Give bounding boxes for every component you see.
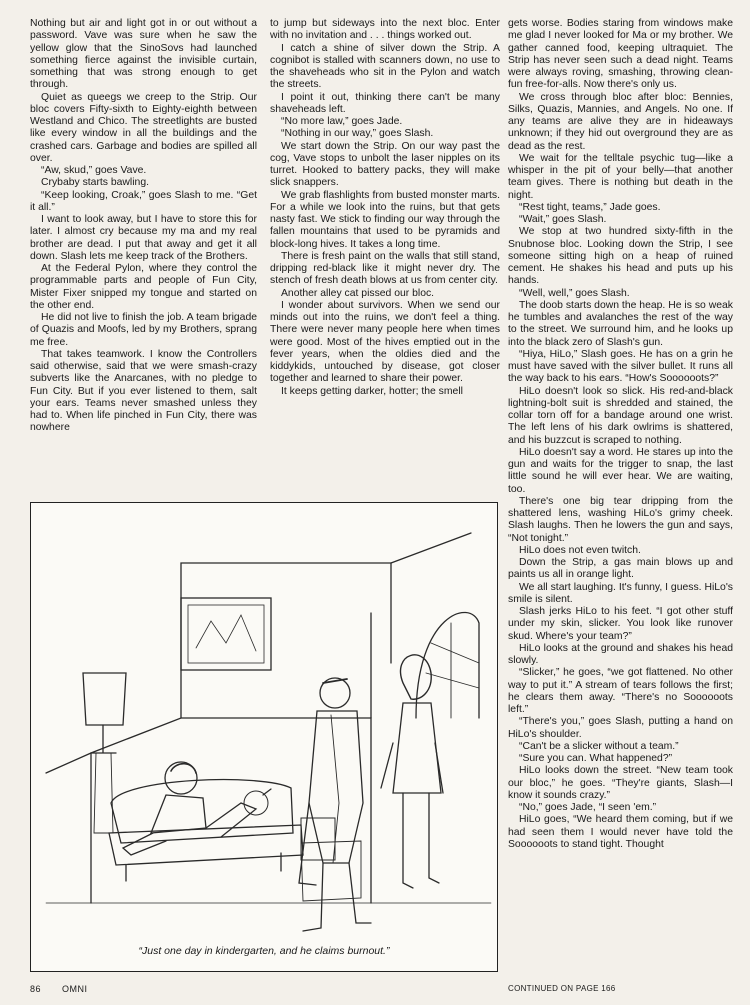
paragraph: Quiet as queegs we creep to the Strip. Our bloc covers Fifty-sixth to Eighty-eighth between Westland and Chico. The streetlights are busted like every window in all the buildings and the crashed cars. Garbage and bodies are spilled all over. (30, 91, 257, 164)
paragraph: HiLo goes, “We heard them coming, but if we had seen them I would never have told the Soooooots to stand tight. Thought (508, 814, 733, 850)
paragraph: “Rest tight, teams,” Jade goes. (519, 201, 661, 213)
article-column-1 (30, 18, 257, 498)
paragraph: We wait for the telltale psychic tug—like a whisper in the pit of your belly—that another team gives. There is nothing but death in the night. (508, 152, 733, 201)
paragraph: The doob starts down the heap. He is so weak he tumbles and avalanches the rest of the way to the street. We surround him, and he looks up into the black zero of Slash's gun. (508, 299, 733, 348)
paragraph: We cross through bloc after bloc: Bennies, Silks, Quazis, Mannies, and Angels. No one. If any teams are alive they are in hideaways unknown; if they hid out overground they are as dead as the rest. (508, 91, 733, 152)
cartoon-drawing (31, 503, 497, 971)
paragraph: HiLo doesn't look so slick. His red-and-black lightning-bolt suit is shredded and stained, the collar torn off for a bandage around one wrist. The left lens of his dark owlrims is shattered, and his buzzcut is scraped to nothing. (508, 385, 733, 446)
paragraph: “Can't be a slicker without a team.” (519, 740, 679, 752)
paragraph: “Well, well,” goes Slash. (519, 287, 630, 299)
paragraph: “Wait,” goes Slash. (519, 214, 607, 225)
paragraph: He did not live to finish the job. A team brigade of Quazis and Moofs, led by my Brothers, sprang me free. (30, 312, 257, 348)
paragraph: I want to look away, but I have to store this for later. I almost cry because my ma and my real brother are dead. I put that away and get it all down. Slash lets me keep track of the Brothers. (30, 214, 257, 262)
paragraph: Nothing but air and light got in or out without a password. Vave was sure when he saw the yellow glow that the SinoSovs had launched something fierce against the invisible curtain, something that was strong enough to get through. (30, 18, 257, 91)
paragraph: Another alley cat pissed our bloc. (281, 287, 435, 299)
page-footer (30, 984, 106, 994)
paragraph: “There's you,” goes Slash, putting a hand on HiLo's shoulder. (508, 716, 733, 740)
paragraph: We start down the Strip. On our way past the cog, Vave stops to unbolt the laser nipples on its turret. Hooked to battery packs, they will make slick snappers. (270, 140, 500, 189)
paragraph: “Hiya, HiLo,” Slash goes. He has on a grin he must have saved with the silver bullet. It runs all the way back to his ears. “How's Soooooots?” (508, 348, 733, 385)
paragraph: “No more law,” goes Jade. (281, 116, 403, 127)
paragraph: Crybaby starts bawling. (41, 177, 149, 189)
paragraph: HiLo looks at the ground and shakes his head slowly. (508, 642, 733, 666)
article-column-3 (508, 18, 733, 974)
paragraph: HiLo does not even twitch. (519, 544, 641, 556)
paragraph: We all start laughing. It's funny, I guess. HiLo's smile is silent. (508, 581, 733, 605)
paragraph: “Sure you can. What happened?” (519, 753, 673, 764)
paragraph: There's one big tear dripping from the shattered lens, washing HiLo's grimy cheek. Slash laughs. Then he lowers the gun and says, “Not tonight.” (508, 495, 733, 544)
paragraph: Slash jerks HiLo to his feet. “I got other stuff under my skin, slicker. You look like runover skud. Where's your team?” (508, 606, 733, 642)
paragraph: HiLo looks down the street. “New team took our bloc,” he goes. “They're giants, Slash—I know it sounds crazy.” (508, 765, 733, 801)
magazine-name: OMNI (62, 984, 88, 994)
paragraph: We grab flashlights from busted monster marts. For a while we look into the ruins, but that gets nasty fast. We stick to finding our way through the fallen mountains that used to be pyramids and block-long hives. It takes a long time. (270, 189, 500, 250)
page-number: 86 (30, 984, 42, 994)
paragraph: “Slicker,” he goes, “we got flattened. No other way to put it.” A stream of tears follows the first; he clears them away. “There's no Soooooots left.” (508, 667, 733, 715)
continued-note: CONTINUED ON PAGE 166 (508, 984, 616, 993)
paragraph: We stop at two hundred sixty-fifth in the Snubnose bloc. Looking down the Strip, I see someone sitting high on a heap of ruined cement. He shakes his head and puts up his hands. (508, 226, 733, 287)
paragraph: HiLo doesn't say a word. He stares up into the gun and waits for the trigger to snap, the last little sound he will ever hear. We are waiting, too. (508, 446, 733, 495)
cartoon-caption: “Just one day in kindergarten, and he claims burnout.” (138, 945, 390, 957)
article-column-2 (270, 18, 500, 498)
paragraph: to jump but sideways into the next bloc. Enter with no invitation and . . . things worked out. (270, 18, 500, 42)
paragraph: At the Federal Pylon, where they control the programmable parts and people of Fun City, Mister Fixer snipped my tongue and started on the other end. (30, 263, 257, 311)
paragraph: There is fresh paint on the walls that still stand, dripping red-black like it might never dry. The stench of fresh death blows at us from center city. (270, 250, 500, 287)
paragraph: “Aw, skud,” goes Vave. (41, 165, 147, 176)
paragraph: I catch a shine of silver down the Strip. A cognibot is stalled with scanners down, no use to the shaveheads who sit in the Pylon and watch the streets. (270, 42, 500, 91)
paragraph: gets worse. Bodies staring from windows make me glad I never looked for Ma or my brother. We gather canned food, keeping ultraquiet. The Strip has never seen such a dead night. Teams were always roving, smashing, throwing clean-fun free-for-alls. Now there's only us. (508, 18, 733, 91)
paragraph: “No,” goes Jade, “I seen 'em.” (519, 802, 657, 813)
paragraph: I point it out, thinking there can't be many shaveheads left. (270, 91, 500, 115)
paragraph: “Keep looking, Croak,” goes Slash to me. “Get it all.” (30, 189, 257, 213)
paragraph: It keeps getting darker, hotter; the smell (281, 385, 463, 397)
cartoon-panel (30, 502, 498, 972)
paragraph: “Nothing in our way,” goes Slash. (281, 128, 434, 140)
paragraph: Down the Strip, a gas main blows up and paints us all in orange light. (508, 557, 733, 581)
paragraph: I wonder about survivors. When we send our minds out into the ruins, we don't feel a thing. There were never many people here when times were good. Most of the hives emptied out in the fever years, when the oldies died and the kiddykids, untouched by disease, got closer together and learned to share their power. (270, 299, 500, 385)
paragraph: That takes teamwork. I know the Controllers said otherwise, said that we were smash-crazy subverts like the Anarcanes, with no pledge to Fun City. But if you ever listened to them, salt your ears. Teams never smashed unless they had to. When life pinched in Fun City, there was nowhere (30, 348, 257, 434)
